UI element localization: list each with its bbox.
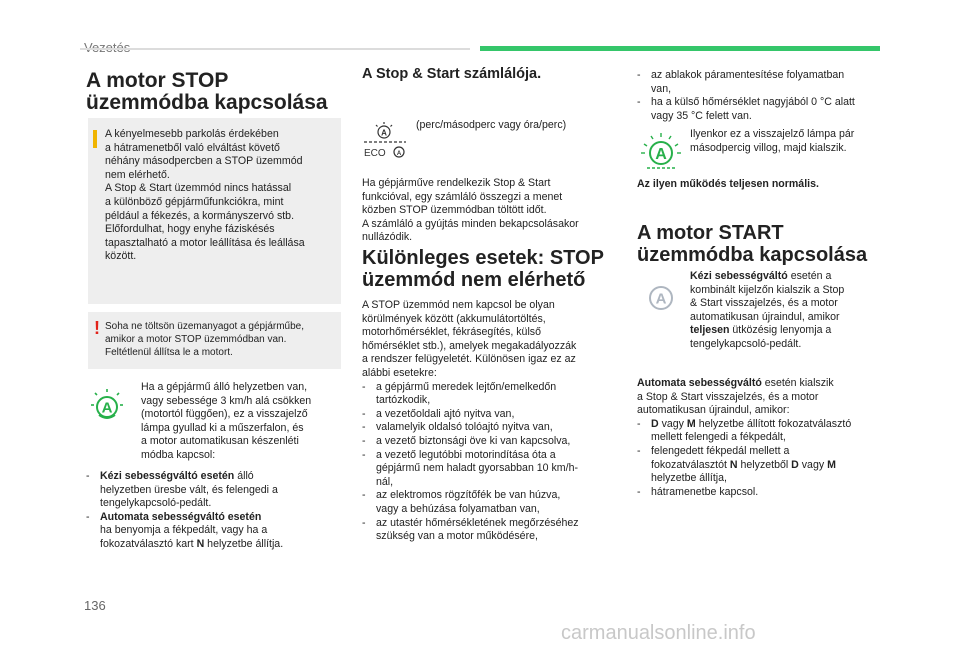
svg-text:A: A <box>655 290 667 308</box>
manual-gearbox-start: Kézi sebességváltó esetén a kombinált kijelzőn kialszik a Stop & Start visszajelzés, és a motor automatikusan újraindul, amikor teljesen ütközésig lenyomja a tengelykapcsoló-pedált. <box>690 270 845 350</box>
counter-title: A Stop & Start számlálója. <box>362 66 542 82</box>
blinking-indicator-icon <box>640 132 682 174</box>
svg-text:A: A <box>396 151 402 157</box>
header-divider <box>80 48 470 50</box>
stop-mode-title: A motor STOP üzemmódba kapcsolása <box>86 69 328 114</box>
svg-text:ECO: ECO <box>364 148 386 159</box>
special-cases-title: Különleges esetek: STOP üzemmód nem elérhető <box>362 247 604 291</box>
stop-indicator-icon <box>90 388 124 422</box>
counter-eco-icon <box>362 120 408 164</box>
svg-text:A: A <box>655 146 667 163</box>
list-item: - a vezető legutóbbi motorindítása óta a gépjármű nem haladt gyorsabban 10 km/h- nál, <box>362 449 614 490</box>
page-number: 136 <box>84 598 106 613</box>
warning-box <box>88 312 341 369</box>
list-item: - Kézi sebességváltó esetén álló helyzetben üresbe vált, és felengedi a tengelykapcsoló-pedált. <box>86 470 341 511</box>
header-accent-bar <box>480 46 880 51</box>
indicator-description: Ha a gépjármű álló helyzetben van, vagy sebessége 3 km/h alá csökken (motortól függően), ez a visszajelző lámpa gyullad ki a műszerfalon, és a motor automatikusan készenléti módba kapcsol: <box>141 381 312 461</box>
column-1 <box>86 60 341 114</box>
list-item: - az elektromos rögzítőfék be van húzva, vagy a behúzása folyamatban van, <box>362 489 614 516</box>
info-icon <box>93 130 97 148</box>
start-mode-title: A motor START üzemmódba kapcsolása <box>637 222 868 266</box>
svg-text:A: A <box>101 399 113 417</box>
warning-text: Soha ne töltsön üzemanyagot a gépjárműbe, amikor a motor STOP üzemmódban van. Feltétlenül állítsa le a motort. <box>105 321 305 358</box>
svg-text:A: A <box>381 128 387 138</box>
special-cases-text: A STOP üzemmód nem kapcsol be olyan körülmények között (akkumulátortöltés, motorhőmérséklet, fékrásegítés, külső hőmérséklet stb.), amelyek megakadályozzák a rendszer felügyeletét. Különösen igaz ez az alábbi esetekre: - a gépjármű meredek lejtőn/emelkedőn tartózkodik, - a vezetőoldali ajtó nyitva van, - valamelyik oldalsó tolóajtó nyitva van, - a vezető biztonsági öve ki van kapcsolva, - a vezető legutóbbi motorindítása óta a gépjármű nem haladt gyorsabban 10 km/h- nál, - az elektromos rögzítőfék be van húzva, vagy a behúzása folyamatban van, - az utastér hőmérsékletének megőrzéséhez szükség van a motor működésére, <box>362 299 614 544</box>
list-item: - valamelyik oldalsó tolóajtó nyitva van, <box>362 421 614 435</box>
list-item: - a gépjármű meredek lejtőn/emelkedőn tartózkodik, <box>362 381 614 408</box>
list-item: - az utastér hőmérsékletének megőrzéséhez szükség van a motor működésére, <box>362 517 614 544</box>
start-indicator-icon <box>645 282 677 314</box>
info-box <box>88 118 341 304</box>
list-item: - Automata sebességváltó esetén ha benyomja a fékpedált, vagy ha a fokozatválasztó kart N helyzetbe állítja. <box>86 511 341 552</box>
counter-description: Ha gépjárműve rendelkezik Stop & Start funkcióval, egy számláló összegzi a menet közben STOP üzemmódban töltött időt. A számláló a gyújtás minden bekapcsolásakor nullázódik. <box>362 177 579 244</box>
list-item: - a vezetőoldali ajtó nyitva van, <box>362 408 614 422</box>
normal-operation-note: Az ilyen működés teljesen normális. <box>637 178 819 190</box>
list-item: - a vezető biztonsági öve ki van kapcsolva, <box>362 435 614 449</box>
warning-icon: ! <box>94 318 100 338</box>
list-item: - D vagy M helyzetbe állított fokozatválasztó mellett felengedi a fékpedált, <box>637 418 889 445</box>
stop-conditions-list <box>86 470 341 552</box>
conditions-continued <box>637 69 889 123</box>
list-item: - az ablakok páramentesítése folyamatban van, <box>637 69 889 96</box>
list-item: - ha a külső hőmérséklet nagyjából 0 °C alatt vagy 35 °C felett van. <box>637 96 889 123</box>
list-item: - felengedett fékpedál mellett a fokozatválasztót N helyzetből D vagy M helyzetbe állítja, <box>637 445 889 486</box>
watermark: carmanualsonline.info <box>561 622 756 644</box>
info-text: A kényelmesebb parkolás érdekében a hátramenetből való elváltást követő néhány másodpercben a STOP üzemmód nem elérhető. A Stop & Start üzemmód nincs hatással a különböző gépjárműfunkciókra, mint például a fékezés, a kormányszervó stb. Előfordulhat, hogy enyhe fáziskésés tapasztalható a motor leállítása és leállása között. <box>105 128 305 263</box>
blink-description: Ilyenkor ez a visszajelző lámpa pár másodpercig villog, majd kialszik. <box>690 128 855 154</box>
counter-unit-caption: (perc/másodperc vagy óra/perc) <box>416 119 567 131</box>
automatic-gearbox-start: Automata sebességváltó esetén kialszik a Stop & Start visszajelzés, és a motor automatikusan újraindul, amikor: - D vagy M helyzetbe állított fokozatválasztó mellett felengedi a fékpedált, - felengedett fékpedál mellett a fokozatválasztót N helyzetből D vagy M helyzetbe állítja, - hátramenetbe kapcsol. <box>637 377 889 499</box>
list-item: - hátramenetbe kapcsol. <box>637 486 889 500</box>
